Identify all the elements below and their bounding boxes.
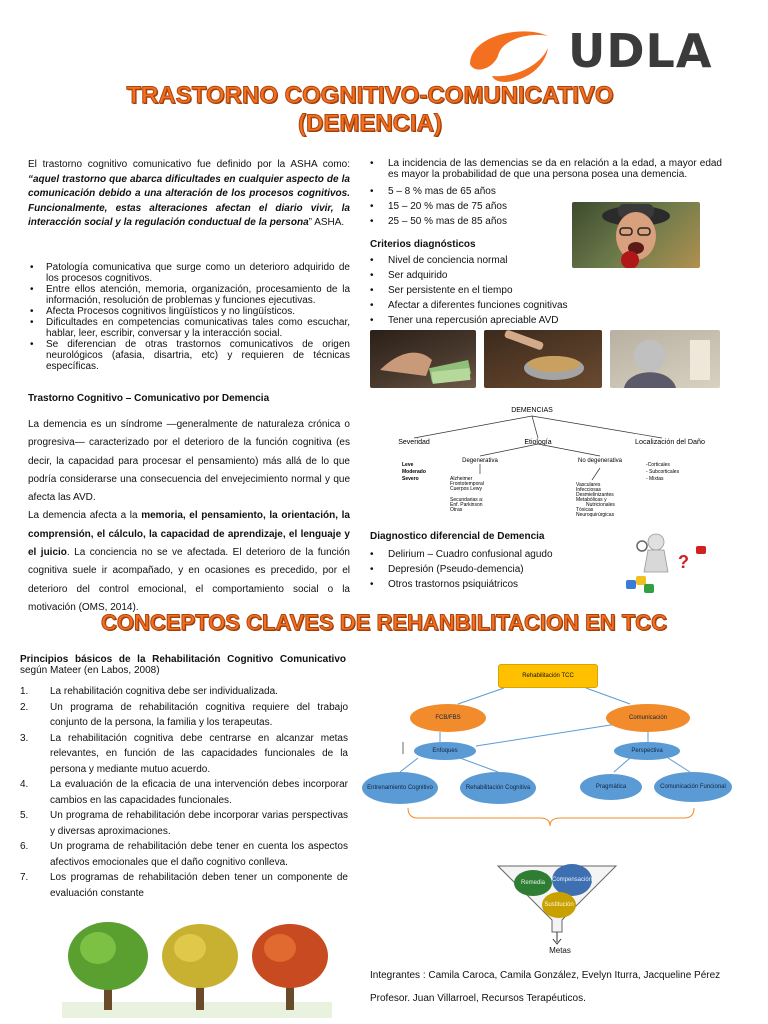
stat-item: • 25 – 50 % mas de 85 años <box>370 216 570 227</box>
list-item: 1. La rehabilitación cognitiva debe ser individualizada. <box>20 686 278 697</box>
cognitive-training-node: Entrenamiento Cognitivo <box>362 772 438 804</box>
tree-node: Vasculares <box>576 482 601 488</box>
tree-node: - Subcorticales <box>646 469 680 475</box>
page-title-line2: (DEMENCIA) <box>298 110 442 137</box>
intro-paragraph: El trastorno cognitivo comunicativo fue definido por la ASHA como: “aquel trastorno que abarca dificultades en cualquier aspecto de la comunicación debido a una alteración de los procesos cognitivos. Funcionalmente, estas alteraciones afectan el diario vivir, la interacción social y la regulación conductual de la persona” ASHA. <box>28 159 350 228</box>
criteria-heading: Criterios diagnósticos <box>370 239 476 250</box>
tree-node: Otras <box>450 507 463 513</box>
list-item: • Se diferencian de otras trastornos comunicativos de origen neurológicos (afasia, disartria, etc) y requieren de técnicas específicas. <box>28 339 350 372</box>
tree-node: -Corticales <box>646 462 670 468</box>
list-item: • Dificultades en competencias comunicativas tales como escuchar, hablar, leer, escribir, conversar y la interacción social. <box>28 317 350 339</box>
rehab-tcc-diagram <box>360 658 750 834</box>
tree-node: Nutricionales <box>586 502 615 508</box>
tree-node: Desmielinizantes <box>576 492 614 498</box>
tree-branch: Severidad <box>398 439 430 446</box>
rehab-root-node: Rehabilitación TCC <box>498 664 598 688</box>
approaches-node: Enfoques <box>414 742 476 760</box>
tree-node: Infecciosas <box>576 487 602 493</box>
tree-branch: Etiología <box>524 439 552 446</box>
list-item: 6. Un programa de rehabilitación debe tener en cuenta los aspectos afectivos emocionales que el daño cognitivo conlleva. <box>20 841 348 868</box>
logo-text: UDLA <box>568 24 713 78</box>
substitution-bubble: Sustitución <box>542 892 576 918</box>
fcb-fbs-node: FCB/FBS <box>410 704 486 732</box>
list-item: 7. Los programas de rehabilitación deben tener un componente de evaluación constante <box>20 872 348 899</box>
udla-logo <box>462 22 742 82</box>
functional-communication-node: Comunicación Funcional <box>654 772 732 802</box>
tree-node: Moderado <box>402 469 426 475</box>
list-item: • Otros trastornos psiquiátricos <box>370 579 610 590</box>
tree-node: Degenerativa <box>462 458 498 464</box>
tree-node: Neuroquirúrgicas <box>576 512 615 518</box>
principles-list <box>20 684 348 901</box>
list-item: 5. Un programa de rehabilitación debe incorporar varias perspectivas y diversas aproximaciones. <box>20 810 348 837</box>
list-item: 3. La rehabilitación cognitiva debe centrarse en alcanzar metas relevantes, en función de las capacidades funcionales de la persona y mediante mutuo acuerdo. <box>20 732 348 775</box>
svg-text:?: ? <box>678 552 689 572</box>
tree-node: - Mixtas <box>646 476 664 482</box>
tree-node: Severo <box>402 476 419 482</box>
tree-node: Frontotemporal <box>450 481 484 487</box>
list-item: • Afecta Procesos cognitivos lingüísticos y no lingüísticos. <box>28 306 350 317</box>
list-item: • Nivel de conciencia normal <box>370 255 640 266</box>
professor-credit: Profesor. Juan Villarroel, Recursos Terapéuticos. <box>370 993 586 1004</box>
dementia-classification-diagram <box>370 398 726 518</box>
list-item: • Afectar a diferentes funciones cognitivas <box>370 300 640 311</box>
tree-node: No degenerativa <box>577 458 623 464</box>
differential-heading: Diagnostico diferencial de Demencia <box>370 531 545 542</box>
list-item: • Depresión (Pseudo-demencia) <box>370 564 610 575</box>
tree-node: Enf. Parkinson <box>450 502 483 508</box>
list-item: • Patología comunicativa que surge como un deterioro adquirido de los procesos cognitivos. <box>28 262 350 284</box>
elderly-woman-photo <box>610 330 720 388</box>
list-item: 2. Un programa de rehabilitación cognitiva requiere del trabajo conjunto de la persona, la familia y los terapeutas. <box>20 701 348 728</box>
dementia-para2: La demencia afecta a la memoria, el pensamiento, la orientación, la comprensión, el cálculo, la capacidad de aprendizaje, el lenguaje y el juicio. La conciencia no se ve afectada. El deterioro de la función cognitiva suele ir acompañado, y en ocasiones es precedido, por el deterioro del control emocional, el comportamiento social o la motivación (OMS, 2014). <box>28 510 350 613</box>
differential-list <box>370 549 610 594</box>
section-title: CONCEPTOS CLAVES DE REHANBILITACION EN TCC <box>101 610 667 635</box>
list-item: • Tener una repercusión apreciable AVD <box>370 315 640 326</box>
list-item: 4. La evaluación de la eficacia de una intervención debes incorporar cambios en las capacidades funcionales. <box>20 779 348 806</box>
stat-item: • 15 – 20 % mas de 75 años <box>370 201 570 212</box>
compensation-bubble: Compensación <box>552 864 592 896</box>
list-item: • Ser adquirido <box>370 270 640 281</box>
criteria-list <box>370 255 640 330</box>
tree-node: Tóxicas <box>576 507 594 513</box>
tree-node: Alzheimer <box>450 476 473 482</box>
goals-funnel <box>492 856 622 946</box>
dementia-paragraph <box>28 416 350 617</box>
cognitive-rehab-node: Rehabilitación Cognitiva <box>460 772 536 804</box>
tree-node: Metabólicas y <box>576 497 607 503</box>
incidence-intro: • La incidencia de las demencias se da en relación a la edad, a mayor edad es mayor la probabilidad de que una persona posea una demencia. <box>370 158 722 180</box>
list-item: • Ser persistente en el tiempo <box>370 285 640 296</box>
goals-label: Metas <box>549 946 571 955</box>
money-hands-photo <box>370 330 476 388</box>
page-title-line1: TRASTORNO COGNITIVO-COMUNICATIVO <box>126 82 614 109</box>
dementia-para1: La demencia es un síndrome —generalmente de naturaleza crónica o progresiva— caracterizado por el deterioro de la función cognitiva (es decir, la capacidad para procesar el pensamiento) más allá de lo que podría considerarse una consecuencia del envejecimiento normal y que afecta las AVD. <box>28 419 350 504</box>
intro-bullets <box>28 262 350 372</box>
cooking-photo <box>484 330 602 388</box>
dementia-heading: Trastorno Cognitivo – Comunicativo por Demencia <box>28 393 270 404</box>
tree-node: Cuerpos Lewy <box>450 486 482 492</box>
perspective-node: Perspectiva <box>614 742 680 760</box>
asha-definition: “aquel trastorno que abarca dificultades en cualquier aspecto de la comunicación debido a una alteración de los procesos cognitivos. Funcionalmente, estas alteraciones afectan el diario vivir, la interacción social y la regulación conductual de la persona <box>28 173 350 228</box>
remediation-bubble: Remedia <box>514 870 552 896</box>
list-item: • Entre ellos atención, memoria, organización, procesamiento de la información, resolución de problemas y funciones ejecutivas. <box>28 284 350 306</box>
page-title <box>60 82 680 138</box>
udla-logo-mark <box>462 22 554 82</box>
communication-node: Comunicación <box>606 704 690 732</box>
puzzle-figure-illustration <box>622 528 718 598</box>
team-members: Integrantes : Camila Caroca, Camila González, Evelyn Iturra, Jacqueline Pérez <box>370 970 721 981</box>
tree-node: Leve <box>402 462 414 468</box>
aging-trees-illustration <box>62 918 332 1018</box>
pragmatics-node: Pragmática <box>580 774 642 800</box>
tree-root: DEMENCIAS <box>511 407 553 414</box>
list-item: • Delirium – Cuadro confusional agudo <box>370 549 610 560</box>
tree-node: Secundarias a: <box>450 497 484 503</box>
tree-branch: Localización del Daño <box>635 439 706 446</box>
stat-item: • 5 – 8 % mas de 65 años <box>370 186 570 197</box>
principles-heading: Principios básicos de la Rehabilitación Cognitivo Comunicativo según Mateer (en Labos, 2008) <box>20 654 346 676</box>
